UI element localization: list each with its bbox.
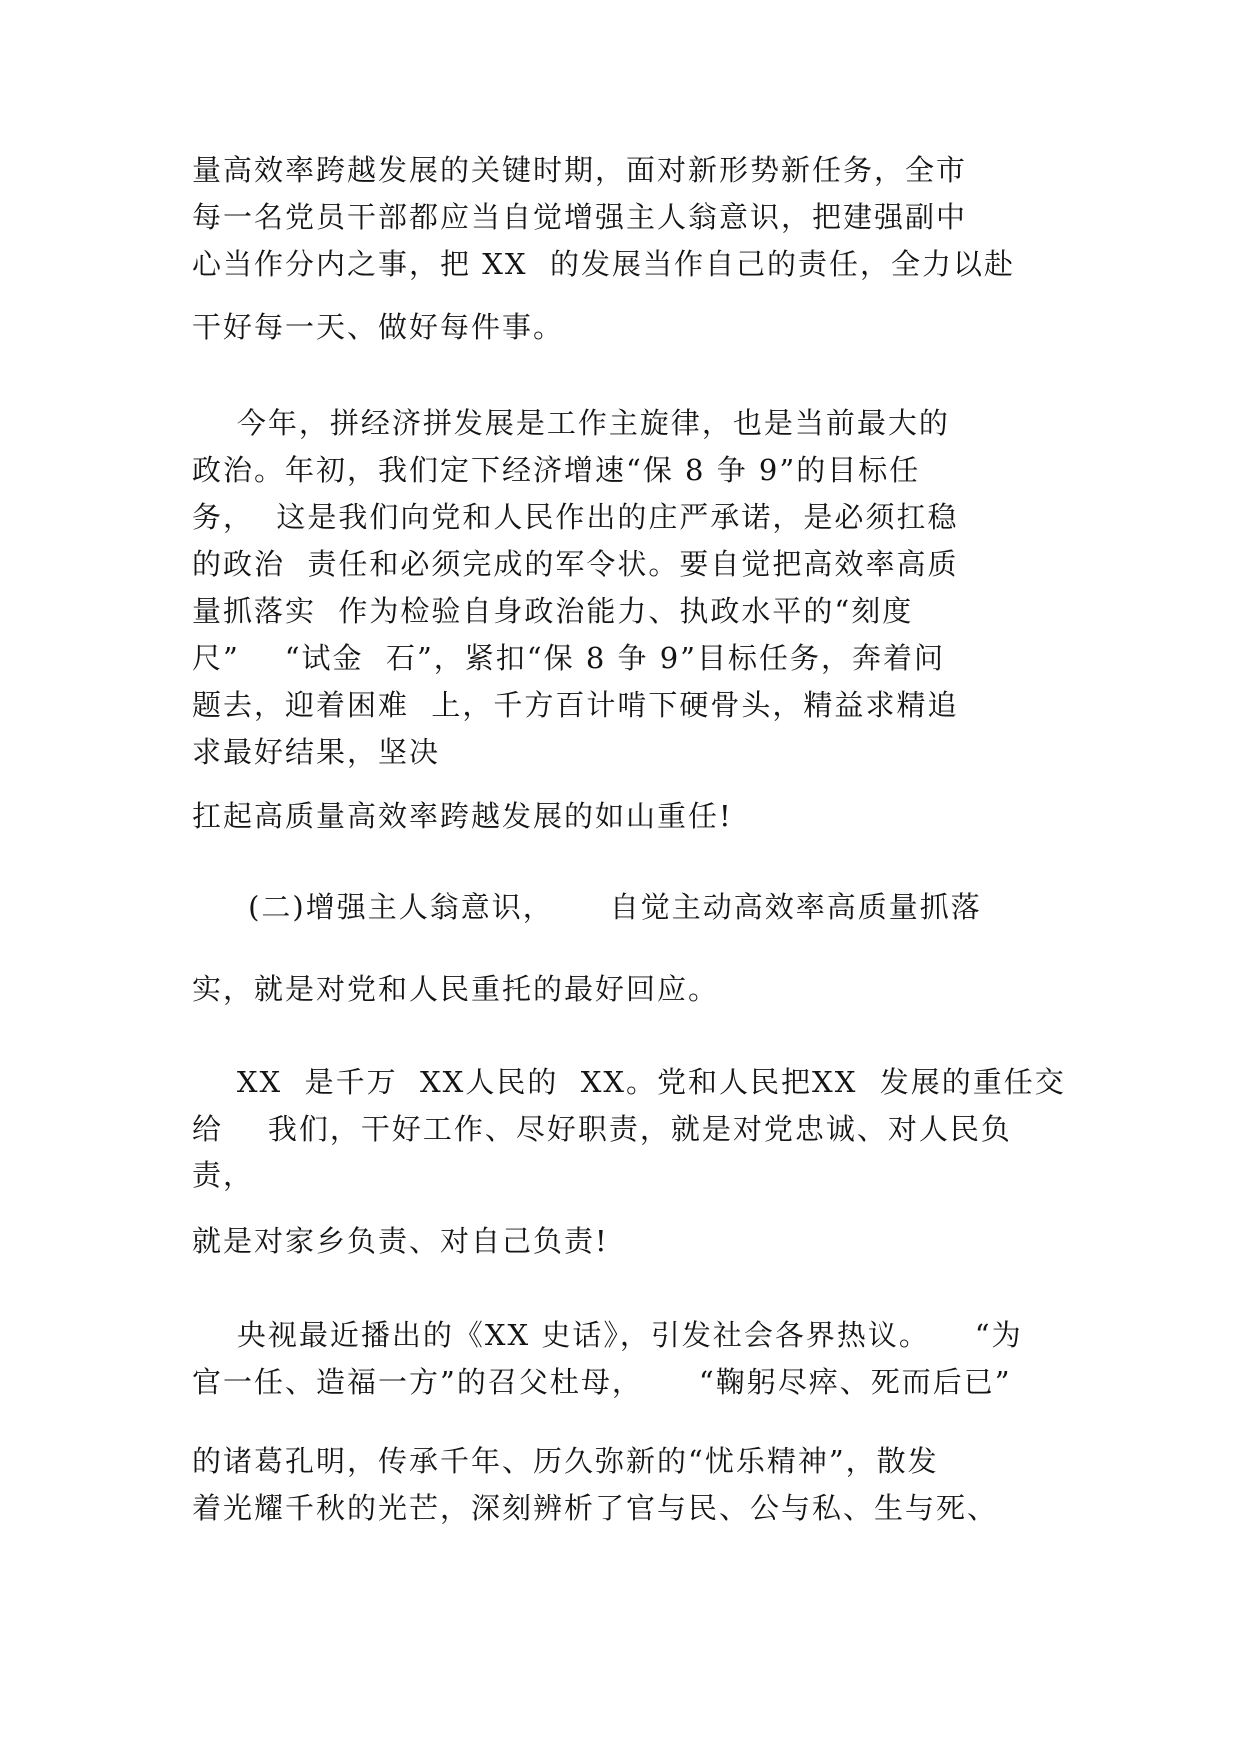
text-line: 给 我们，干好工作、尽好职责，就是对党忠诚、对人民负 (192, 1112, 1012, 1146)
text-line: 着光耀千秋的光芒，深刻辨析了官与民、公与私、生与死、 (192, 1491, 999, 1525)
text-line: 量高效率跨越发展的关键时期，面对新形势新任务，全市 (192, 153, 968, 187)
text-line: 题去，迎着困难 上，千方百计啃下硬骨头，精益求精追 (192, 688, 959, 722)
text-line: 每一名党员干部都应当自觉增强主人翁意识，把建强副中 (192, 200, 968, 234)
text-line: 尺” “试金 石”，紧扣“保 8 争 9”目标任务，奔着问 (192, 641, 945, 675)
text-line: 务， 这是我们向党和人民作出的庄严承诺，是必须扛稳 (192, 500, 959, 534)
text-line: 求最好结果，坚决 (192, 735, 441, 769)
text-line: 责， (192, 1158, 255, 1192)
text-line: 实，就是对党和人民重托的最好回应。 (192, 972, 720, 1006)
section-heading-line: (二)增强主人翁意识， 自觉主动高效率高质量抓落 (192, 890, 982, 924)
text-line: 的诸葛孔明，传承千年、历久弥新的“忧乐精神”，散发 (192, 1444, 939, 1478)
text-line: 今年，拼经济拼发展是工作主旋律，也是当前最大的 (192, 406, 950, 440)
text-line: 政治。年初，我们定下经济增速“保 8 争 9”的目标任 (192, 453, 921, 487)
text-line: 的政治 责任和必须完成的军令状。要自觉把高效率高质 (192, 547, 959, 581)
text-line: 干好每一天、做好每件事。 (192, 310, 565, 344)
text-line: 心当作分内之事，把 XX 的发展当作自己的责任，全力以赴 (192, 247, 1015, 281)
text-line: 量抓落实 作为检验自身政治能力、执政水平的“刻度 (192, 594, 914, 628)
text-line: 就是对家乡负责、对自己负责! (192, 1224, 609, 1258)
text-line: XX 是千万 XX人民的 XX。党和人民把XX 发展的重任交 (192, 1065, 1066, 1099)
text-line: 官一任、造福一方”的召父杜母， “鞠躬尽瘁、死而后已” (192, 1365, 1012, 1399)
text-line: 央视最近播出的《XX 史话》，引发社会各界热议。 “为 (192, 1318, 1023, 1352)
text-line: 扛起高质量高效率跨越发展的如山重任! (192, 799, 733, 833)
